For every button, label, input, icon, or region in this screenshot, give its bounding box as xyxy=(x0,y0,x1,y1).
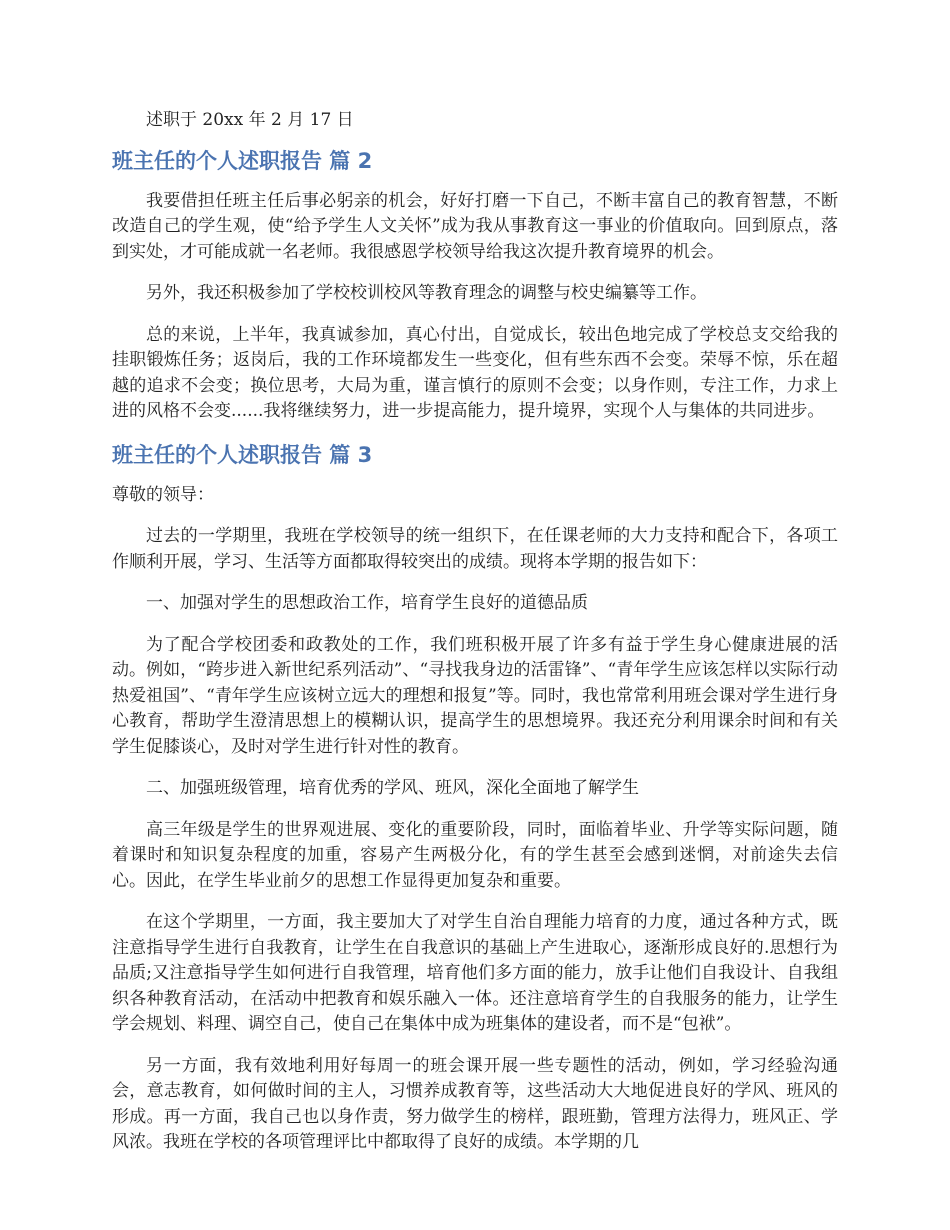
paragraph: 总的来说，上半年，我真诚参加，真心付出，自觉成长，较出色地完成了学校总支交给我的挂职锻炼任务；返岗后，我的工作环境都发生一些变化，但有些东西不会变。荣辱不惊，乐在超越的追求不会变；换位思考，大局为重，谨言慎行的原则不会变；以身作则，专注工作，力求上进的风格不会变......我将继续努力，进一步提高能力，提升境界，实现个人与集体的共同进步。 xyxy=(112,324,838,421)
paragraph: 在这个学期里，一方面，我主要加大了对学生自治自理能力培育的力度，通过各种方式，既注意指导学生进行自我教育，让学生在自我意识的基础上产生进取心，逐渐形成良好的.思想行为品质;又注意指导学生如何进行自我管理，培育他们多方面的能力，放手让他们自我设计、自我组织各种教育活动，在活动中把教育和娱乐融入一体。还注意培育学生的自我服务的能力，让学生学会规划、料理、调空自己，使自己在集体中成为班集体的建设者，而不是“包袱”。 xyxy=(112,912,838,1034)
paragraph: 高三年级是学生的世界观进展、变化的重要阶段，同时，面临着毕业、升学等实际问题，随着课时和知识复杂程度的加重，容易产生两极分化，有的学生甚至会感到迷惘，对前途失去信心。因此，在学生毕业前夕的思想工作显得更加复杂和重要。 xyxy=(112,819,838,891)
salutation: 尊敬的领导： xyxy=(112,484,214,505)
section-heading-3: 班主任的个人述职报告 篇 3 xyxy=(112,442,373,467)
paragraph: 过去的一学期里，我班在学校领导的统一组织下，在任课老师的大力支持和配合下，各项工作顺利开展，学习、生活等方面都取得较突出的成绩。现将本学期的报告如下： xyxy=(112,526,838,572)
section-heading-2: 班主任的个人述职报告 篇 2 xyxy=(112,148,373,173)
paragraph: 为了配合学校团委和政教处的工作，我们班积极开展了许多有益于学生身心健康进展的活动。例如，“跨步进入新世纪系列活动”、“寻找我身边的活雷锋”、“青年学生应该怎样以实际行动热爱祖国”、“青年学生应该树立远大的理想和报复”等。同时，我也常常利用班会课对学生进行身心教育，帮助学生澄清思想上的模糊认识，提高学生的思想境界。我还充分利用课余时间和有关学生促膝谈心，及时对学生进行针对性的教育。 xyxy=(112,634,838,757)
paragraph: 我要借担任班主任后事必躬亲的机会，好好打磨一下自己，不断丰富自己的教育智慧，不断改造自己的学生观，使“给予学生人文关怀”成为我从事教育这一事业的价值取向。回到原点，落到实处，才可能成就一名老师。我很感恩学校领导给我这次提升教育境界的机会。 xyxy=(112,190,838,262)
date-line: 述职于 20xx 年 2 月 17 日 xyxy=(146,110,354,130)
subheading-1: 一、加强对学生的思想政治工作，培育学生良好的道德品质 xyxy=(146,593,588,613)
subheading-2: 二、加强班级管理，培育优秀的学风、班风，深化全面地了解学生 xyxy=(146,778,639,798)
paragraph: 另一方面，我有效地利用好每周一的班会课开展一些专题性的活动，例如，学习经验沟通会，意志教育，如何做时间的主人，习惯养成教育等，这些活动大大地促进良好的学风、班风的形成。再一方面，我自己也以身作责，努力做学生的榜样，跟班勤，管理方法得力，班风正、学风浓。我班在学校的各项管理评比中都取得了良好的成绩。本学期的几 xyxy=(112,1055,838,1152)
paragraph: 另外，我还积极参加了学校校训校风等教育理念的调整与校史编纂等工作。 xyxy=(146,283,707,303)
